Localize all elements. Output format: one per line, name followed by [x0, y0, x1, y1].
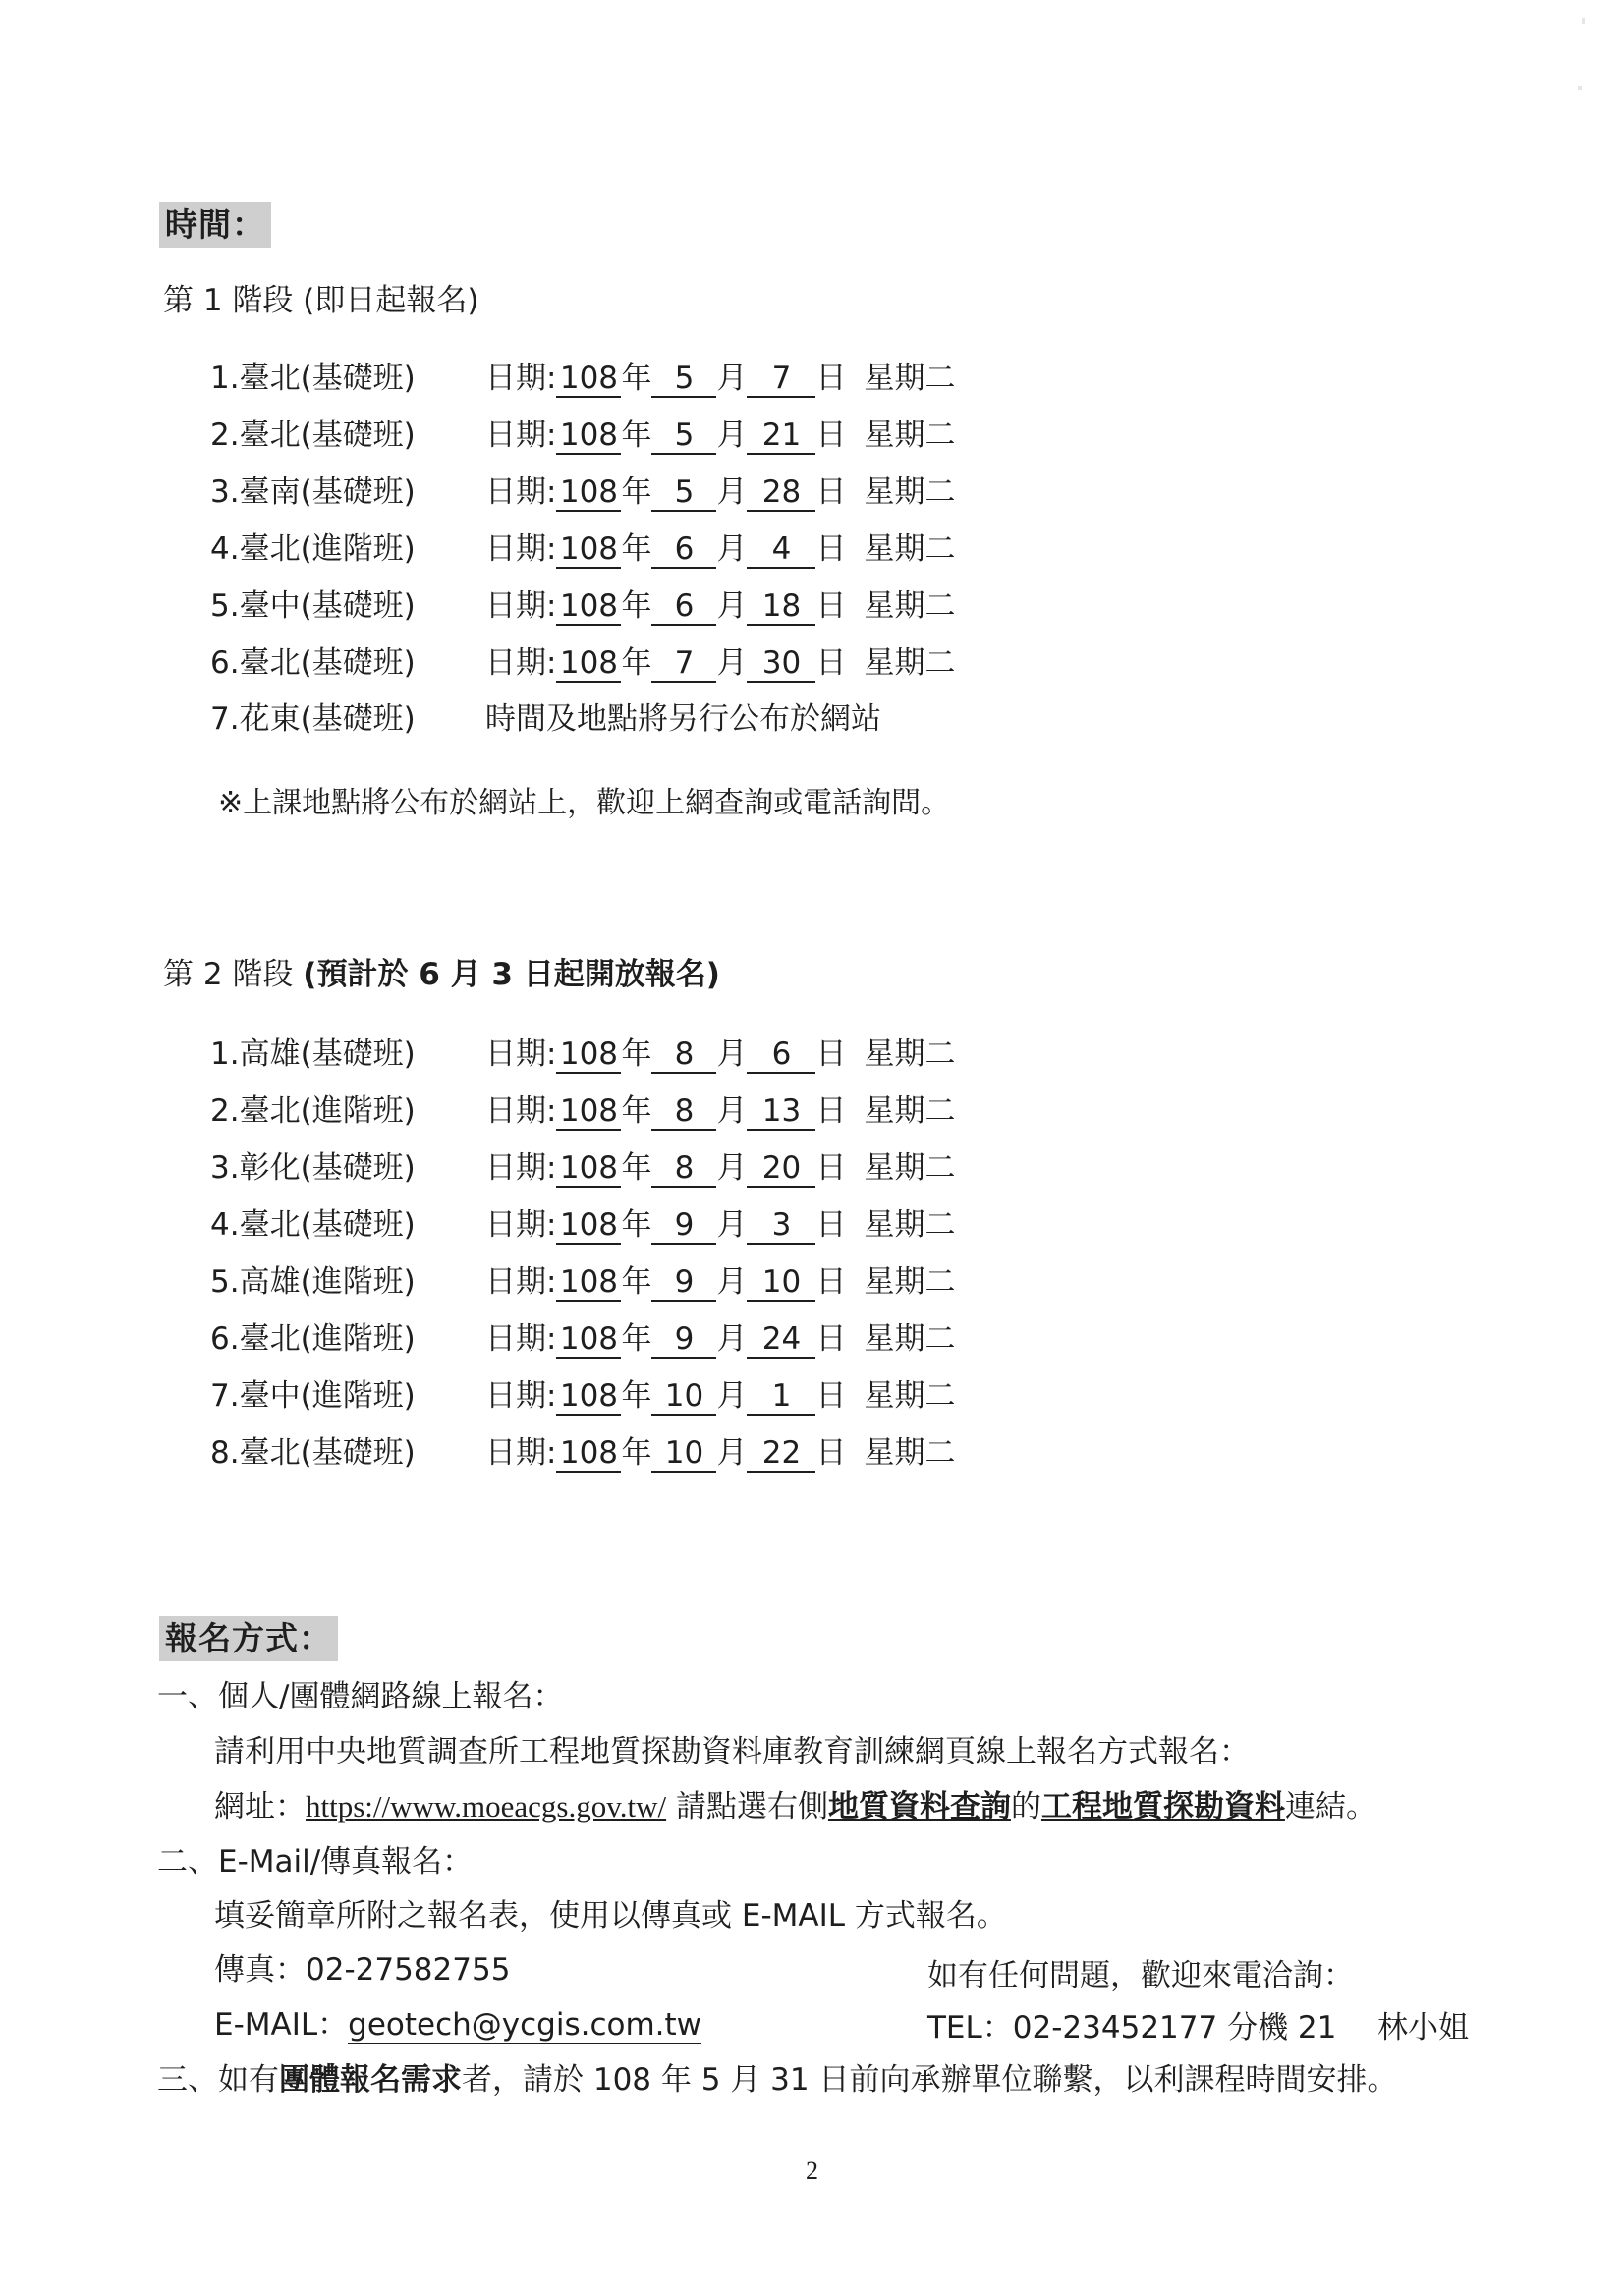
- date-day: 22: [747, 1435, 815, 1473]
- month-unit: 月: [716, 1321, 748, 1357]
- date-year: 108: [556, 1036, 621, 1074]
- year-unit: 年: [621, 1321, 652, 1357]
- date-day: 10: [747, 1264, 815, 1302]
- stage1-row-7-name: 7.花東(基礎班): [210, 701, 416, 737]
- year-unit: 年: [621, 1378, 652, 1414]
- weekday: 星期二: [864, 1321, 956, 1357]
- month-unit: 月: [716, 475, 748, 510]
- course-name: 8.臺北(基礎班): [210, 1435, 416, 1471]
- email-label: E-MAIL：: [214, 2007, 349, 2043]
- reg-item1-url-line: [214, 1786, 1376, 1827]
- day-unit: 日: [815, 1207, 847, 1243]
- reg-item3-suffix: 者，請於 108 年 5 月 31 日前向承辦單位聯繫，以利課程時間安排。: [462, 2062, 1398, 2098]
- date-day: 4: [747, 532, 815, 569]
- date-prefix: 日期:: [485, 532, 557, 567]
- date-month: 9: [651, 1207, 716, 1245]
- weekday: 星期二: [864, 418, 956, 453]
- course-name: 4.臺北(基礎班): [210, 1207, 416, 1243]
- date-year: 108: [556, 532, 621, 569]
- year-unit: 年: [621, 1435, 652, 1471]
- reg-item1-title: 一、個人/團體網路線上報名：: [157, 1679, 564, 1714]
- date-prefix: 日期:: [485, 1378, 557, 1414]
- stage1-title: 第 1 階段 (即日起報名): [163, 283, 479, 318]
- reg-item2-title: 二、E-Mail/傳真報名：: [157, 1844, 474, 1879]
- year-unit: 年: [621, 361, 652, 396]
- year-unit: 年: [621, 418, 652, 453]
- date-month: 9: [651, 1321, 716, 1359]
- stage2-title: [163, 955, 720, 994]
- date-prefix: 日期:: [485, 361, 557, 396]
- reg-url-after: 請點選右側: [666, 1789, 828, 1824]
- course-date: [485, 1034, 955, 1075]
- day-unit: 日: [815, 1264, 847, 1300]
- month-unit: 月: [716, 1036, 748, 1072]
- weekday: 星期二: [864, 1207, 956, 1243]
- course-name: 2.臺北(基礎班): [210, 418, 416, 453]
- year-unit: 年: [621, 588, 652, 624]
- date-month: 8: [651, 1150, 716, 1188]
- stage2-title-prefix: 第 2 階段: [163, 957, 304, 992]
- geology-data-query-link[interactable]: 地質資料查詢: [827, 1789, 1011, 1824]
- month-unit: 月: [716, 588, 748, 624]
- weekday: 星期二: [864, 475, 956, 510]
- year-unit: 年: [621, 1150, 652, 1186]
- course-name: 6.臺北(進階班): [210, 1321, 416, 1357]
- stage1-remark: ※上課地點將公布於網站上，歡迎上網查詢或電話詢問。: [218, 786, 951, 820]
- date-prefix: 日期:: [485, 645, 557, 681]
- month-unit: 月: [716, 1378, 748, 1414]
- course-date: [485, 643, 955, 684]
- date-month: 9: [651, 1264, 716, 1302]
- course-date: [485, 1148, 955, 1189]
- weekday: 星期二: [864, 1435, 956, 1471]
- year-unit: 年: [621, 532, 652, 567]
- contact-title: 如有任何問題，歡迎來電洽詢：: [927, 1958, 1354, 1993]
- date-day: 21: [747, 418, 815, 455]
- course-date: [485, 1432, 955, 1474]
- date-month: 7: [651, 645, 716, 683]
- reg-item3-prefix: 三、如有: [157, 2062, 279, 2098]
- course-date: [485, 529, 955, 570]
- month-unit: 月: [716, 532, 748, 567]
- month-unit: 月: [716, 418, 748, 453]
- course-date: [485, 1318, 955, 1360]
- date-day: 30: [747, 645, 815, 683]
- reg-item3-bold: 團體報名需求: [279, 2062, 462, 2098]
- engineering-geology-data-link[interactable]: 工程地質探勘資料: [1040, 1789, 1285, 1824]
- day-unit: 日: [815, 1150, 847, 1186]
- date-month: 6: [651, 588, 716, 626]
- month-unit: 月: [716, 361, 748, 396]
- date-year: 108: [556, 645, 621, 683]
- email-line: [214, 2004, 701, 2045]
- weekday: 星期二: [864, 1150, 956, 1186]
- date-prefix: 日期:: [485, 1435, 557, 1471]
- date-prefix: 日期:: [485, 1321, 557, 1357]
- date-month: 8: [651, 1036, 716, 1074]
- date-year: 108: [556, 1207, 621, 1245]
- date-day: 6: [747, 1036, 815, 1074]
- course-name: 7.臺中(進階班): [210, 1378, 416, 1414]
- date-year: 108: [556, 1093, 621, 1131]
- email-link[interactable]: geotech@ycgis.com.tw: [348, 2007, 702, 2043]
- day-unit: 日: [815, 1093, 847, 1129]
- year-unit: 年: [621, 475, 652, 510]
- date-year: 108: [556, 418, 621, 455]
- date-prefix: 日期:: [485, 588, 557, 624]
- course-date: [485, 1204, 955, 1246]
- date-month: 5: [651, 475, 716, 512]
- course-date: [485, 415, 955, 456]
- day-unit: 日: [815, 532, 847, 567]
- stage1-row-7-text: 時間及地點將另行公布於網站: [485, 701, 881, 737]
- date-prefix: 日期:: [485, 418, 557, 453]
- date-month: 10: [651, 1435, 716, 1473]
- date-month: 8: [651, 1093, 716, 1131]
- date-day: 28: [747, 475, 815, 512]
- weekday: 星期二: [864, 1093, 956, 1129]
- weekday: 星期二: [864, 588, 956, 624]
- date-day: 1: [747, 1378, 815, 1416]
- day-unit: 日: [815, 475, 847, 510]
- date-prefix: 日期:: [485, 475, 557, 510]
- course-date: [485, 586, 955, 627]
- date-day: 24: [747, 1321, 815, 1359]
- month-unit: 月: [716, 1264, 748, 1300]
- date-prefix: 日期:: [485, 1150, 557, 1186]
- year-unit: 年: [621, 1036, 652, 1072]
- day-unit: 日: [815, 588, 847, 624]
- stage2-title-bold: (預計於 6 月 3 日起開放報名): [303, 957, 720, 992]
- day-unit: 日: [815, 1321, 847, 1357]
- day-unit: 日: [815, 418, 847, 453]
- date-year: 108: [556, 1378, 621, 1416]
- year-unit: 年: [621, 1207, 652, 1243]
- course-date: [485, 1091, 955, 1132]
- scan-dot: [1582, 18, 1585, 24]
- date-prefix: 日期:: [485, 1264, 557, 1300]
- course-name: 1.臺北(基礎班): [210, 361, 416, 396]
- course-name: 4.臺北(進階班): [210, 532, 416, 567]
- course-name: 6.臺北(基礎班): [210, 645, 416, 681]
- weekday: 星期二: [864, 1264, 956, 1300]
- date-month: 5: [651, 361, 716, 398]
- day-unit: 日: [815, 645, 847, 681]
- reg-item2-line1: 填妥簡章所附之報名表，使用以傳真或 E-MAIL 方式報名。: [214, 1898, 1007, 1933]
- contact-person: 林小姐: [1377, 2010, 1469, 2045]
- course-date: [485, 358, 955, 399]
- section-heading-registration: 報名方式：: [159, 1616, 338, 1661]
- course-name: 1.高雄(基礎班): [210, 1036, 416, 1072]
- year-unit: 年: [621, 645, 652, 681]
- page-number: 2: [806, 2156, 818, 2185]
- contact-tel: TEL：02-23452177 分機 21: [927, 2010, 1337, 2045]
- year-unit: 年: [621, 1093, 652, 1129]
- date-year: 108: [556, 1321, 621, 1359]
- date-day: 18: [747, 588, 815, 626]
- course-name: 5.高雄(進階班): [210, 1264, 416, 1300]
- date-day: 7: [747, 361, 815, 398]
- scan-dot: [1578, 86, 1582, 90]
- course-name: 3.彰化(基礎班): [210, 1150, 416, 1186]
- fax-line: [214, 1949, 510, 1990]
- date-prefix: 日期:: [485, 1036, 557, 1072]
- year-unit: 年: [621, 1264, 652, 1300]
- date-prefix: 日期:: [485, 1207, 557, 1243]
- course-name: 5.臺中(基礎班): [210, 588, 416, 624]
- date-month: 10: [651, 1378, 716, 1416]
- month-unit: 月: [716, 645, 748, 681]
- date-day: 20: [747, 1150, 815, 1188]
- weekday: 星期二: [864, 1036, 956, 1072]
- date-year: 108: [556, 1435, 621, 1473]
- course-date: [485, 472, 955, 513]
- day-unit: 日: [815, 1378, 847, 1414]
- course-date: [485, 1261, 955, 1303]
- date-year: 108: [556, 1264, 621, 1302]
- reg-item3: [157, 2059, 1397, 2100]
- reg-item1-line1: 請利用中央地質調查所工程地質探勘資料庫教育訓練網頁線上報名方式報名：: [214, 1734, 1250, 1769]
- month-unit: 月: [716, 1150, 748, 1186]
- date-year: 108: [556, 588, 621, 626]
- date-year: 108: [556, 361, 621, 398]
- month-unit: 月: [716, 1435, 748, 1471]
- date-day: 3: [747, 1207, 815, 1245]
- date-month: 5: [651, 418, 716, 455]
- fax-label: 傳真：: [214, 1952, 306, 1988]
- course-date: [485, 1375, 955, 1417]
- course-name: 2.臺北(進階班): [210, 1093, 416, 1129]
- date-year: 108: [556, 1150, 621, 1188]
- date-year: 108: [556, 475, 621, 512]
- day-unit: 日: [815, 1435, 847, 1471]
- day-unit: 日: [815, 361, 847, 396]
- month-unit: 月: [716, 1207, 748, 1243]
- reg-url-end: 連結。: [1284, 1789, 1376, 1824]
- date-prefix: 日期:: [485, 1093, 557, 1129]
- day-unit: 日: [815, 1036, 847, 1072]
- month-unit: 月: [716, 1093, 748, 1129]
- website-link[interactable]: https://www.moeacgs.gov.tw/: [306, 1789, 667, 1823]
- reg-url-label: 網址：: [214, 1789, 306, 1824]
- date-day: 13: [747, 1093, 815, 1131]
- reg-url-mid: 的: [1010, 1789, 1041, 1824]
- fax-number: 02-27582755: [306, 1952, 511, 1988]
- weekday: 星期二: [864, 532, 956, 567]
- weekday: 星期二: [864, 361, 956, 396]
- section-heading-time: 時間：: [159, 202, 271, 248]
- date-month: 6: [651, 532, 716, 569]
- weekday: 星期二: [864, 645, 956, 681]
- course-name: 3.臺南(基礎班): [210, 475, 416, 510]
- weekday: 星期二: [864, 1378, 956, 1414]
